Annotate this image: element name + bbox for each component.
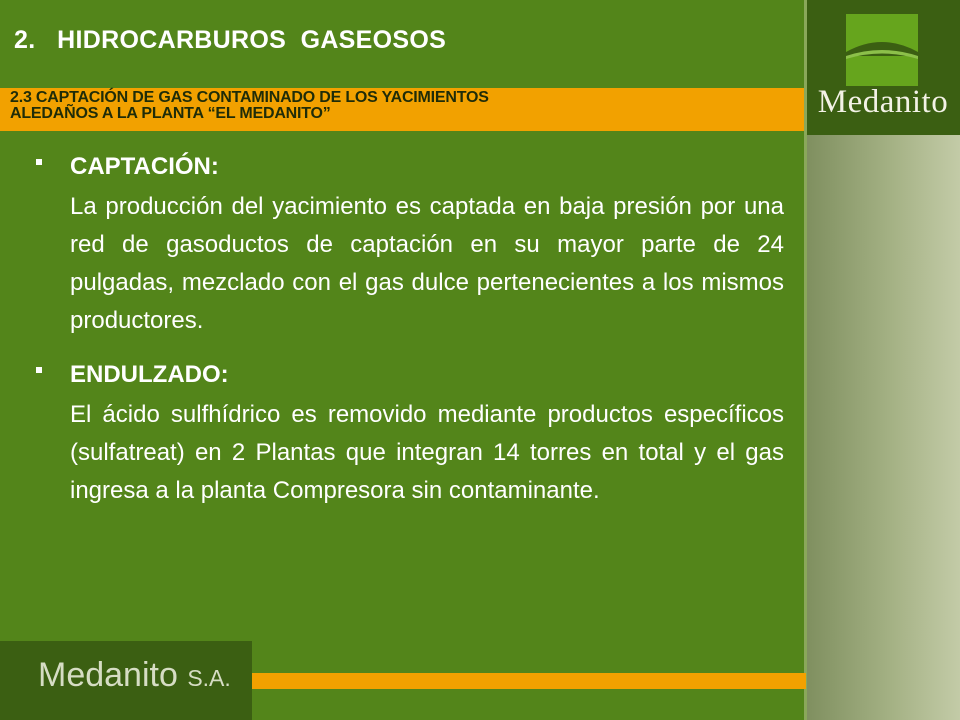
section-heading [36, 356, 784, 394]
medanito-logo-icon [846, 14, 918, 86]
bullet-square-icon [36, 159, 42, 165]
section-heading-text: CAPTACIÓN: [70, 153, 219, 180]
footer-accent-bar [252, 673, 806, 689]
bullet-square-icon [36, 367, 42, 373]
slide-subtitle: 2.3 CAPTACIÓN DE GAS CONTAMINADO DE LOS YACIMIENTOS ALEDAÑOS A LA PLANTA “EL MEDANITO” [10, 89, 489, 122]
footer-brand-name: Medanito [38, 656, 178, 694]
slide-title: 2. HIDROCARBUROS GASEOSOS [14, 26, 447, 54]
footer-brand-suffix: S.A. [187, 665, 231, 691]
section-body: La producción del yacimiento es captada en baja presión por una red de gasoductos de captación en su mayor parte de 24 pulgadas, mezclado con el gas dulce pertenecientes a los mismos productores. [70, 193, 784, 334]
section-heading-text: ENDULZADO: [70, 361, 229, 388]
section-heading [36, 148, 784, 186]
footer-brand [38, 656, 231, 695]
section-body: El ácido sulfhídrico es removido mediante productos específicos (sulfatreat) en 2 Plantas que integran 14 torres en total y el gas ingresa a la planta Compresora sin contaminante. [70, 401, 784, 504]
slide-content [36, 148, 784, 510]
logo-wordmark: Medanito [817, 84, 949, 120]
